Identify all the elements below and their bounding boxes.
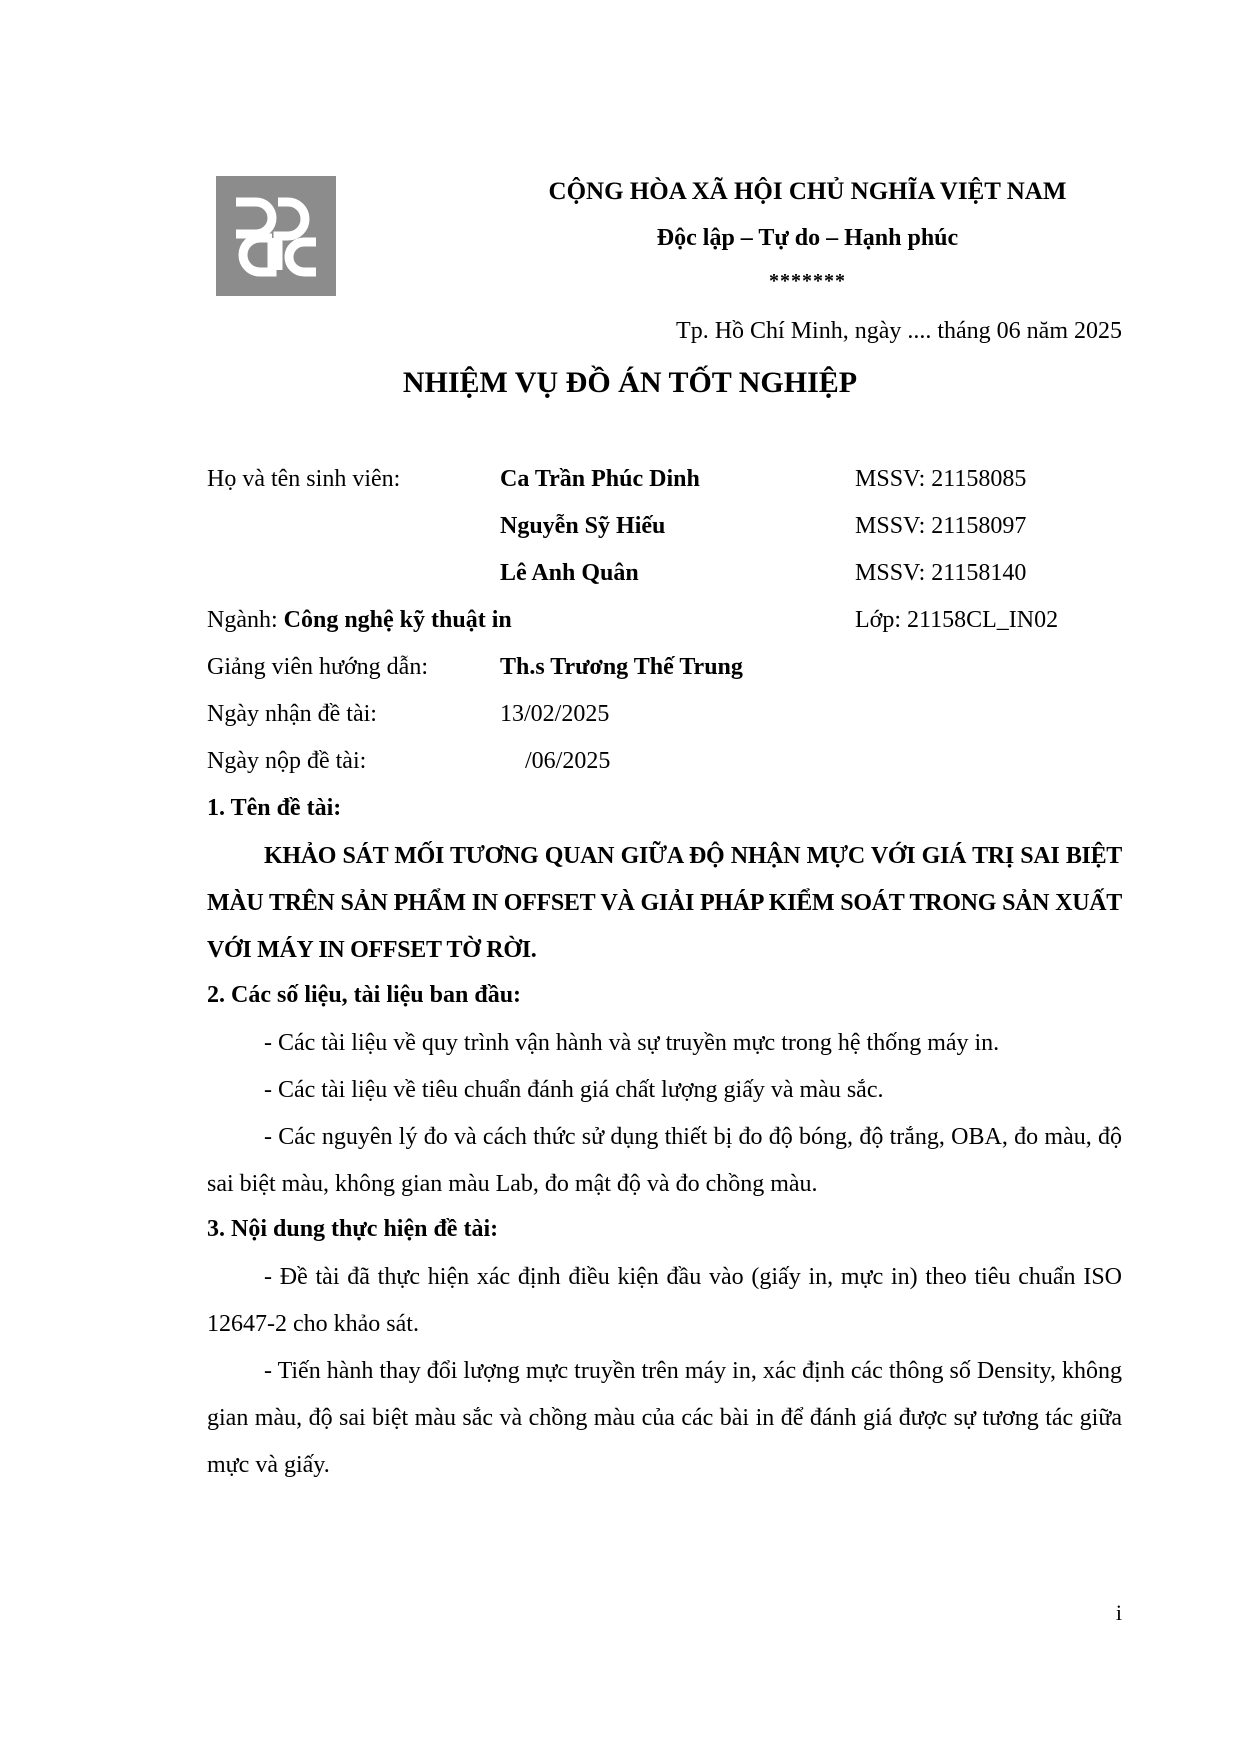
student-name: Lê Anh Quân bbox=[500, 560, 639, 586]
page-number: i bbox=[1115, 1600, 1122, 1625]
page-title: NHIỆM VỤ ĐỒ ÁN TỐT NGHIỆP bbox=[402, 366, 858, 399]
major-row bbox=[207, 607, 512, 634]
section-heading: 2. Các số liệu, tài liệu ban đầu: bbox=[207, 982, 522, 1008]
class-value: Lớp: 21158CL_IN02 bbox=[855, 607, 1059, 633]
list-item: - Các nguyên lý đo và cách thức sử dụng thiết bị đo độ bóng, độ trắng, OBA, đo màu, độ sai biệt màu, không gian màu Lab, đo mật độ và đo chồng màu. bbox=[207, 1124, 1122, 1197]
list-item: - Đề tài đã thực hiện xác định điều kiện đầu vào (giấy in, mực in) theo tiêu chuẩn ISO 12647-2 cho khảo sát. bbox=[207, 1264, 1122, 1337]
submit-date-label: Ngày nộp đề tài: bbox=[207, 748, 367, 774]
list-item: - Tiến hành thay đổi lượng mực truyền trên máy in, xác định các thông số Density, không gian màu, độ sai biệt màu sắc và chồng màu của các bài in để đánh giá được sự tương tác giữa mực và giấy. bbox=[207, 1358, 1122, 1478]
student-id: MSSV: 21158140 bbox=[855, 560, 1027, 586]
thesis-title: KHẢO SÁT MỐI TƯƠNG QUAN GIỮA ĐỘ NHẬN MỰC VỚI GIÁ TRỊ SAI BIỆT MÀU TRÊN SẢN PHẨM IN OFFSET VÀ GIẢI PHÁP KIỂM SOÁT TRONG SẢN XUẤT VỚI MÁY IN OFFSET TỜ RỜI. bbox=[207, 843, 1122, 963]
section-heading: 3. Nội dung thực hiện đề tài: bbox=[207, 1216, 499, 1242]
separator: ******* bbox=[769, 270, 846, 292]
country-heading: CỘNG HÒA XÃ HỘI CHỦ NGHĨA VIỆT NAM bbox=[548, 178, 1067, 205]
motto: Độc lập – Tự do – Hạnh phúc bbox=[656, 225, 959, 251]
submit-date-value: /06/2025 bbox=[525, 748, 611, 774]
section-heading: 1. Tên đề tài: bbox=[207, 795, 342, 821]
received-date-label: Ngày nhận đề tài: bbox=[207, 701, 377, 727]
student-id: MSSV: 21158085 bbox=[855, 466, 1027, 492]
major-label: Ngành: bbox=[207, 607, 278, 633]
advisor-value: Th.s Trương Thế Trung bbox=[500, 654, 743, 680]
student-name: Ca Trần Phúc Dinh bbox=[500, 466, 700, 492]
list-item: - Các tài liệu về tiêu chuẩn đánh giá chất lượng giấy và màu sắc. bbox=[264, 1077, 884, 1103]
students-label: Họ và tên sinh viên: bbox=[207, 466, 401, 492]
place-date: Tp. Hồ Chí Minh, ngày .... tháng 06 năm 2025 bbox=[676, 318, 1122, 344]
advisor-label: Giảng viên hướng dẫn: bbox=[207, 654, 428, 680]
received-date-value: 13/02/2025 bbox=[500, 701, 610, 727]
student-name: Nguyễn Sỹ Hiếu bbox=[500, 513, 666, 539]
list-item: - Các tài liệu về quy trình vận hành và sự truyền mực trong hệ thống máy in. bbox=[264, 1030, 1000, 1056]
student-id: MSSV: 21158097 bbox=[855, 513, 1027, 539]
major-value: Công nghệ kỹ thuật in bbox=[283, 607, 512, 633]
